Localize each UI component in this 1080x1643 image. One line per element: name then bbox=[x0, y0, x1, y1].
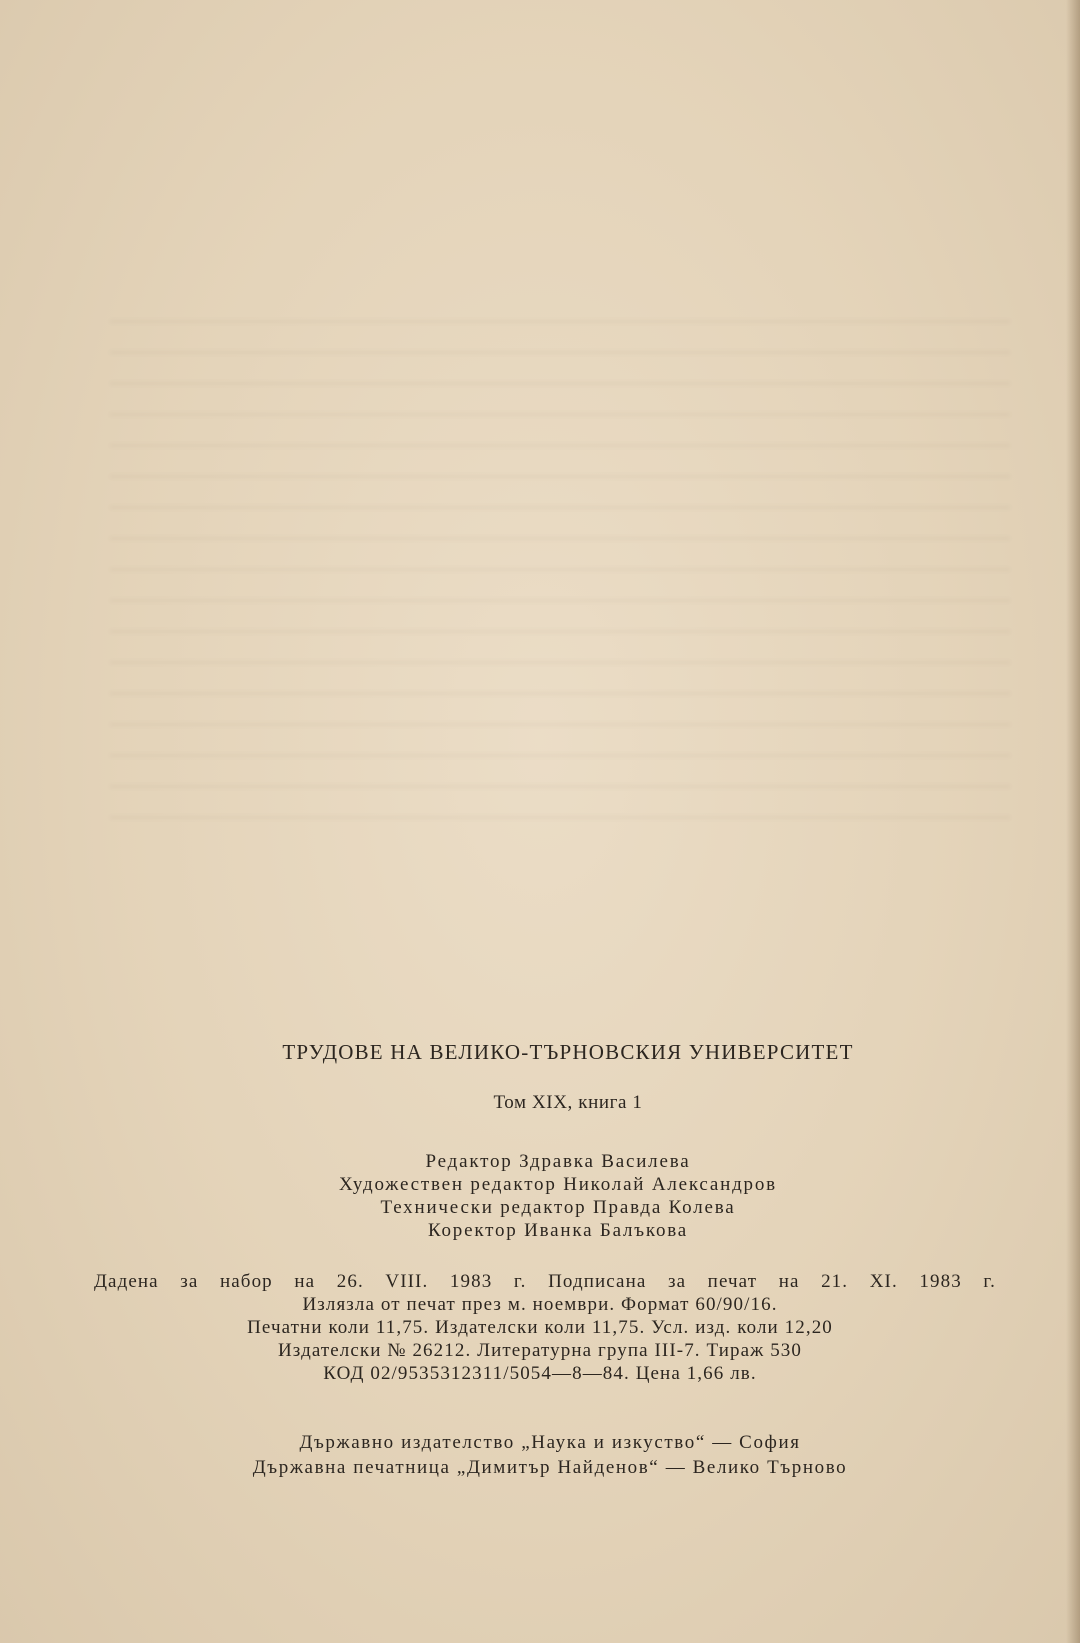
show-through-texture bbox=[110, 320, 1010, 840]
print-data-line: Печатни коли 11,75. Издателски коли 11,75. Усл. изд. коли 12,20 bbox=[247, 1317, 833, 1338]
printer-line: Държавна печатница „Димитър Найденов“ — Велико Търново bbox=[252, 1457, 848, 1478]
credit-proofreader: Коректор Иванка Балъкова bbox=[427, 1220, 689, 1241]
print-data-line: КОД 02/9535312311/5054—8—84. Цена 1,66 лв. bbox=[323, 1363, 757, 1384]
print-data-block bbox=[0, 1270, 1080, 1385]
publishers-block bbox=[10, 1430, 1080, 1480]
volume-label: Том XIX, книга 1 bbox=[493, 1092, 643, 1113]
credit-art-editor: Художествен редактор Николай Александров bbox=[339, 1174, 777, 1195]
series-title: ТРУДОВЕ НА ВЕЛИКО-ТЪРНОВСКИЯ УНИВЕРСИТЕТ bbox=[282, 1040, 854, 1064]
credit-technical-editor: Технически редактор Правда Колева bbox=[380, 1197, 736, 1218]
print-data-line: Издателски № 26212. Литературна група III-7. Тираж 530 bbox=[277, 1340, 803, 1361]
page-edge-shadow bbox=[1066, 0, 1080, 1643]
credits-block bbox=[18, 1150, 1080, 1242]
print-data-line: Дадена за набор на 26. VIII. 1983 г. Подписана за печат на 21. XI. 1983 г. bbox=[94, 1271, 996, 1292]
publisher-line: Държавно издателство „Наука и изкуство“ — София bbox=[299, 1432, 801, 1453]
print-data-line: Излязла от печат през м. ноември. Формат 60/90/16. bbox=[302, 1294, 778, 1315]
credit-editor: Редактор Здравка Василева bbox=[425, 1151, 691, 1172]
